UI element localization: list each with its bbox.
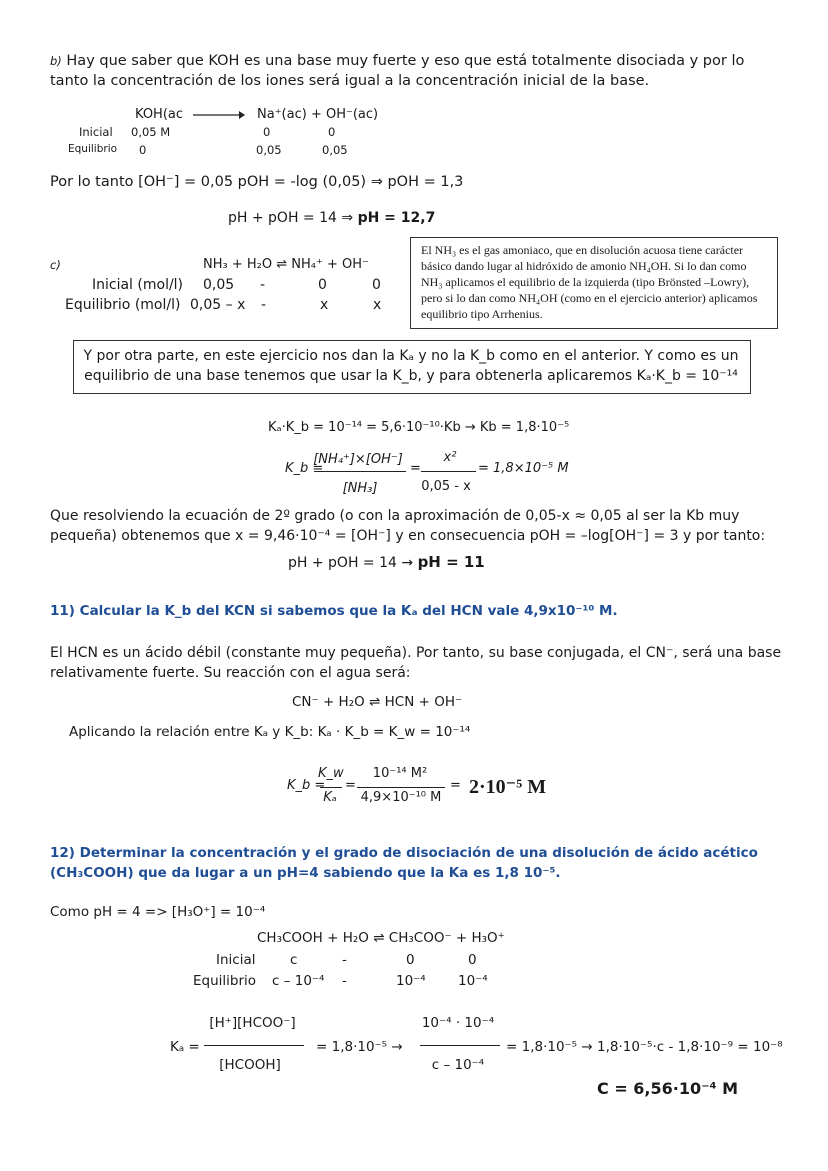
q11-fracline1 [320, 787, 342, 788]
q11-result: 2·10⁻⁵ M [469, 776, 547, 798]
part-c-final-result: pH = 11 [417, 553, 485, 571]
q11-fracline2 [357, 787, 445, 788]
part-c-label: c) [50, 258, 61, 272]
q12-den2: c – 10⁻⁴ [431, 1057, 485, 1073]
part-c-equilibrio-b: - [261, 297, 267, 313]
q12-result: C = 6,56·10⁻⁴ M [597, 1079, 739, 1098]
part-c-kb-lhs: K_b = [285, 461, 324, 476]
part-b-row-label-inicial: Inicial [79, 125, 113, 139]
q11-relation: Aplicando la relación entre Kₐ y K_b: Kₐ · K_b = K_w = 10⁻¹⁴ [69, 724, 471, 740]
part-b-ph-prefix: pH + pOH = 14 ⇒ [228, 210, 358, 226]
q11-den2: 4,9×10⁻¹⁰ M [360, 790, 442, 805]
part-b-na-equilibrio: 0,05 [256, 143, 282, 157]
part-c-kb-eq: = [410, 461, 421, 476]
part-b-intro-text: Hay que saber que KOH es una base muy fuerte y eso que está totalmente disociada y por lo tanto la concentración de los iones será igual a la concentración inicial de la base. [50, 53, 745, 89]
q12-ka-lhs: Kₐ = [170, 1039, 200, 1055]
part-c-inicial-c: 0 [318, 277, 327, 293]
part-c-kb-den2: 0,05 - x [421, 479, 471, 494]
q11-eq2: = [450, 778, 461, 793]
q12-fracline1 [204, 1045, 304, 1046]
q11-text: El HCN es un ácido débil (constante muy pequeña). Por tanto, su base conjugada, el CN⁻, será una base relativamente fuerte. Su reacción con el agua será: [50, 645, 782, 681]
part-c-inicial-d: 0 [372, 277, 381, 293]
q12-inicial-b: - [342, 952, 347, 968]
part-c-kb-rhs: = 1,8×10⁻⁵ M [478, 461, 569, 476]
q12-line1: Como pH = 4 => [H₃O⁺] = 10⁻⁴ [50, 904, 266, 920]
ka-kb-box-text: Y por otra parte, en este ejercicio nos dan la Kₐ y no la K_b como en el anterior. Y como es un equilibrio de una base tenemos que usar la K_b, y para obtenerla aplicaremos Kₐ·K_b = 10⁻¹⁴ [83, 348, 739, 384]
part-c-inicial-b: - [260, 277, 266, 293]
q12-inicial-c: 0 [406, 952, 415, 968]
q11-num1: K_w [318, 766, 344, 781]
part-c-reaction: NH₃ + H₂O ⇌ NH₄⁺ + OH⁻ [203, 257, 369, 272]
part-b-ph-line [228, 210, 435, 226]
q11-title: 11) Calcular la K_b del KCN si sabemos que la Kₐ del HCN vale 4,9x10⁻¹⁰ M. [50, 603, 618, 619]
reaction-arrow-icon [193, 110, 245, 120]
part-b-na-inicial: 0 [263, 125, 271, 139]
part-c-kb-fracline2 [421, 471, 476, 472]
q12-equilibrio-d: 10⁻⁴ [458, 973, 488, 989]
part-b-row-label-equilibrio: Equilibrio [68, 143, 118, 155]
part-c-eq1: Kₐ·K_b = 10⁻¹⁴ = 5,6·10⁻¹⁰·Kb → Kb = 1,8·10⁻⁵ [268, 420, 570, 435]
q12-num1: [H⁺][HCOO⁻] [209, 1015, 296, 1031]
part-c-inicial-label: Inicial (mol/l) [92, 277, 184, 293]
part-b-oh-inicial: 0 [328, 125, 336, 139]
part-c-final-line [288, 553, 485, 571]
part-b-intro [50, 51, 780, 91]
part-c-inicial-a: 0,05 [203, 277, 235, 293]
part-c-kb-num2: x² [443, 450, 457, 465]
part-c-equilibrio-a: 0,05 – x [190, 297, 246, 313]
q11-kb-lhs: K_b = [287, 778, 326, 793]
nh3-note-text: El NH₃ es el gas amoniaco, que en disolución acuosa tiene carácter básico dando lugar al hidróxido de amonio NH₄OH. Si lo dan como NH₃ aplicamos el equilibrio de la izquierda (tipo Brönsted –Lowry), pero si lo dan como NH₄OH (como en el ejercicio anterior) aplicamos equilibrio tipo Arrhenius. [421, 243, 758, 321]
part-c-equilibrio-d: x [373, 297, 382, 313]
q12-mid: = 1,8·10⁻⁵ → [316, 1039, 403, 1055]
q12-inicial-d: 0 [468, 952, 477, 968]
q12-equilibrio-label: Equilibrio [193, 973, 257, 989]
part-c-kb-num1: [NH₄⁺]×[OH⁻] [313, 452, 403, 467]
part-b-ph-result: pH = 12,7 [357, 210, 436, 226]
part-b-oh-equilibrio: 0,05 [322, 143, 348, 157]
q12-equilibrio-a: c – 10⁻⁴ [272, 973, 325, 989]
part-b-koh-inicial: 0,05 M [131, 125, 171, 139]
q12-rhs: = 1,8·10⁻⁵ → 1,8·10⁻⁵·c - 1,8·10⁻⁹ = 10⁻⁸ [506, 1039, 783, 1055]
koh-reactant: KOH(ac [135, 107, 184, 122]
part-c-kb-den1: [NH₃] [342, 481, 378, 496]
q11-num2: 10⁻¹⁴ M² [372, 766, 428, 781]
q11-den1: Kₐ [323, 790, 337, 805]
q12-title: 12) Determinar la concentración y el grado de disociación de una disolución de ácido acético (CH₃COOH) que da lugar a un pH=4 sabiendo que la Ka es 1,8 10⁻⁵. [50, 845, 758, 881]
q12-fracline2 [420, 1045, 500, 1046]
q11-eq1: = [345, 778, 356, 793]
part-b-label: b) [50, 54, 62, 68]
part-c-equilibrio-c: x [320, 297, 329, 313]
part-c-final-prefix: pH + pOH = 14 → [288, 555, 418, 571]
q12-inicial-a: c [290, 952, 298, 968]
part-c-kb-fracline1 [314, 471, 406, 472]
part-b-koh-equilibrio: 0 [139, 143, 147, 157]
q12-equilibrio-b: - [342, 973, 347, 989]
q12-den1: [HCOOH] [219, 1057, 281, 1073]
part-c-equilibrio-label: Equilibrio (mol/l) [65, 297, 181, 313]
koh-products: Na⁺(ac) + OH⁻(ac) [257, 107, 379, 122]
q12-reaction: CH₃COOH + H₂O ⇌ CH₃COO⁻ + H₃O⁺ [257, 930, 505, 946]
part-c-text1: Que resolviendo la ecuación de 2º grado (o con la aproximación de 0,05-x ≈ 0,05 al ser la Kb muy pequeña) obtenemos que x = 9,46·10⁻⁴ = [OH⁻] y en consecuencia pOH = –log[OH⁻] = 3 y por tanto: [50, 508, 766, 544]
q12-inicial-label: Inicial [216, 952, 256, 968]
part-b-poh-line: Por lo tanto [OH⁻] = 0,05 pOH = -log (0,05) ⇒ pOH = 1,3 [50, 174, 464, 190]
q11-reaction: CN⁻ + H₂O ⇌ HCN + OH⁻ [292, 694, 463, 710]
q12-num2: 10⁻⁴ · 10⁻⁴ [421, 1015, 495, 1031]
q12-equilibrio-c: 10⁻⁴ [396, 973, 426, 989]
